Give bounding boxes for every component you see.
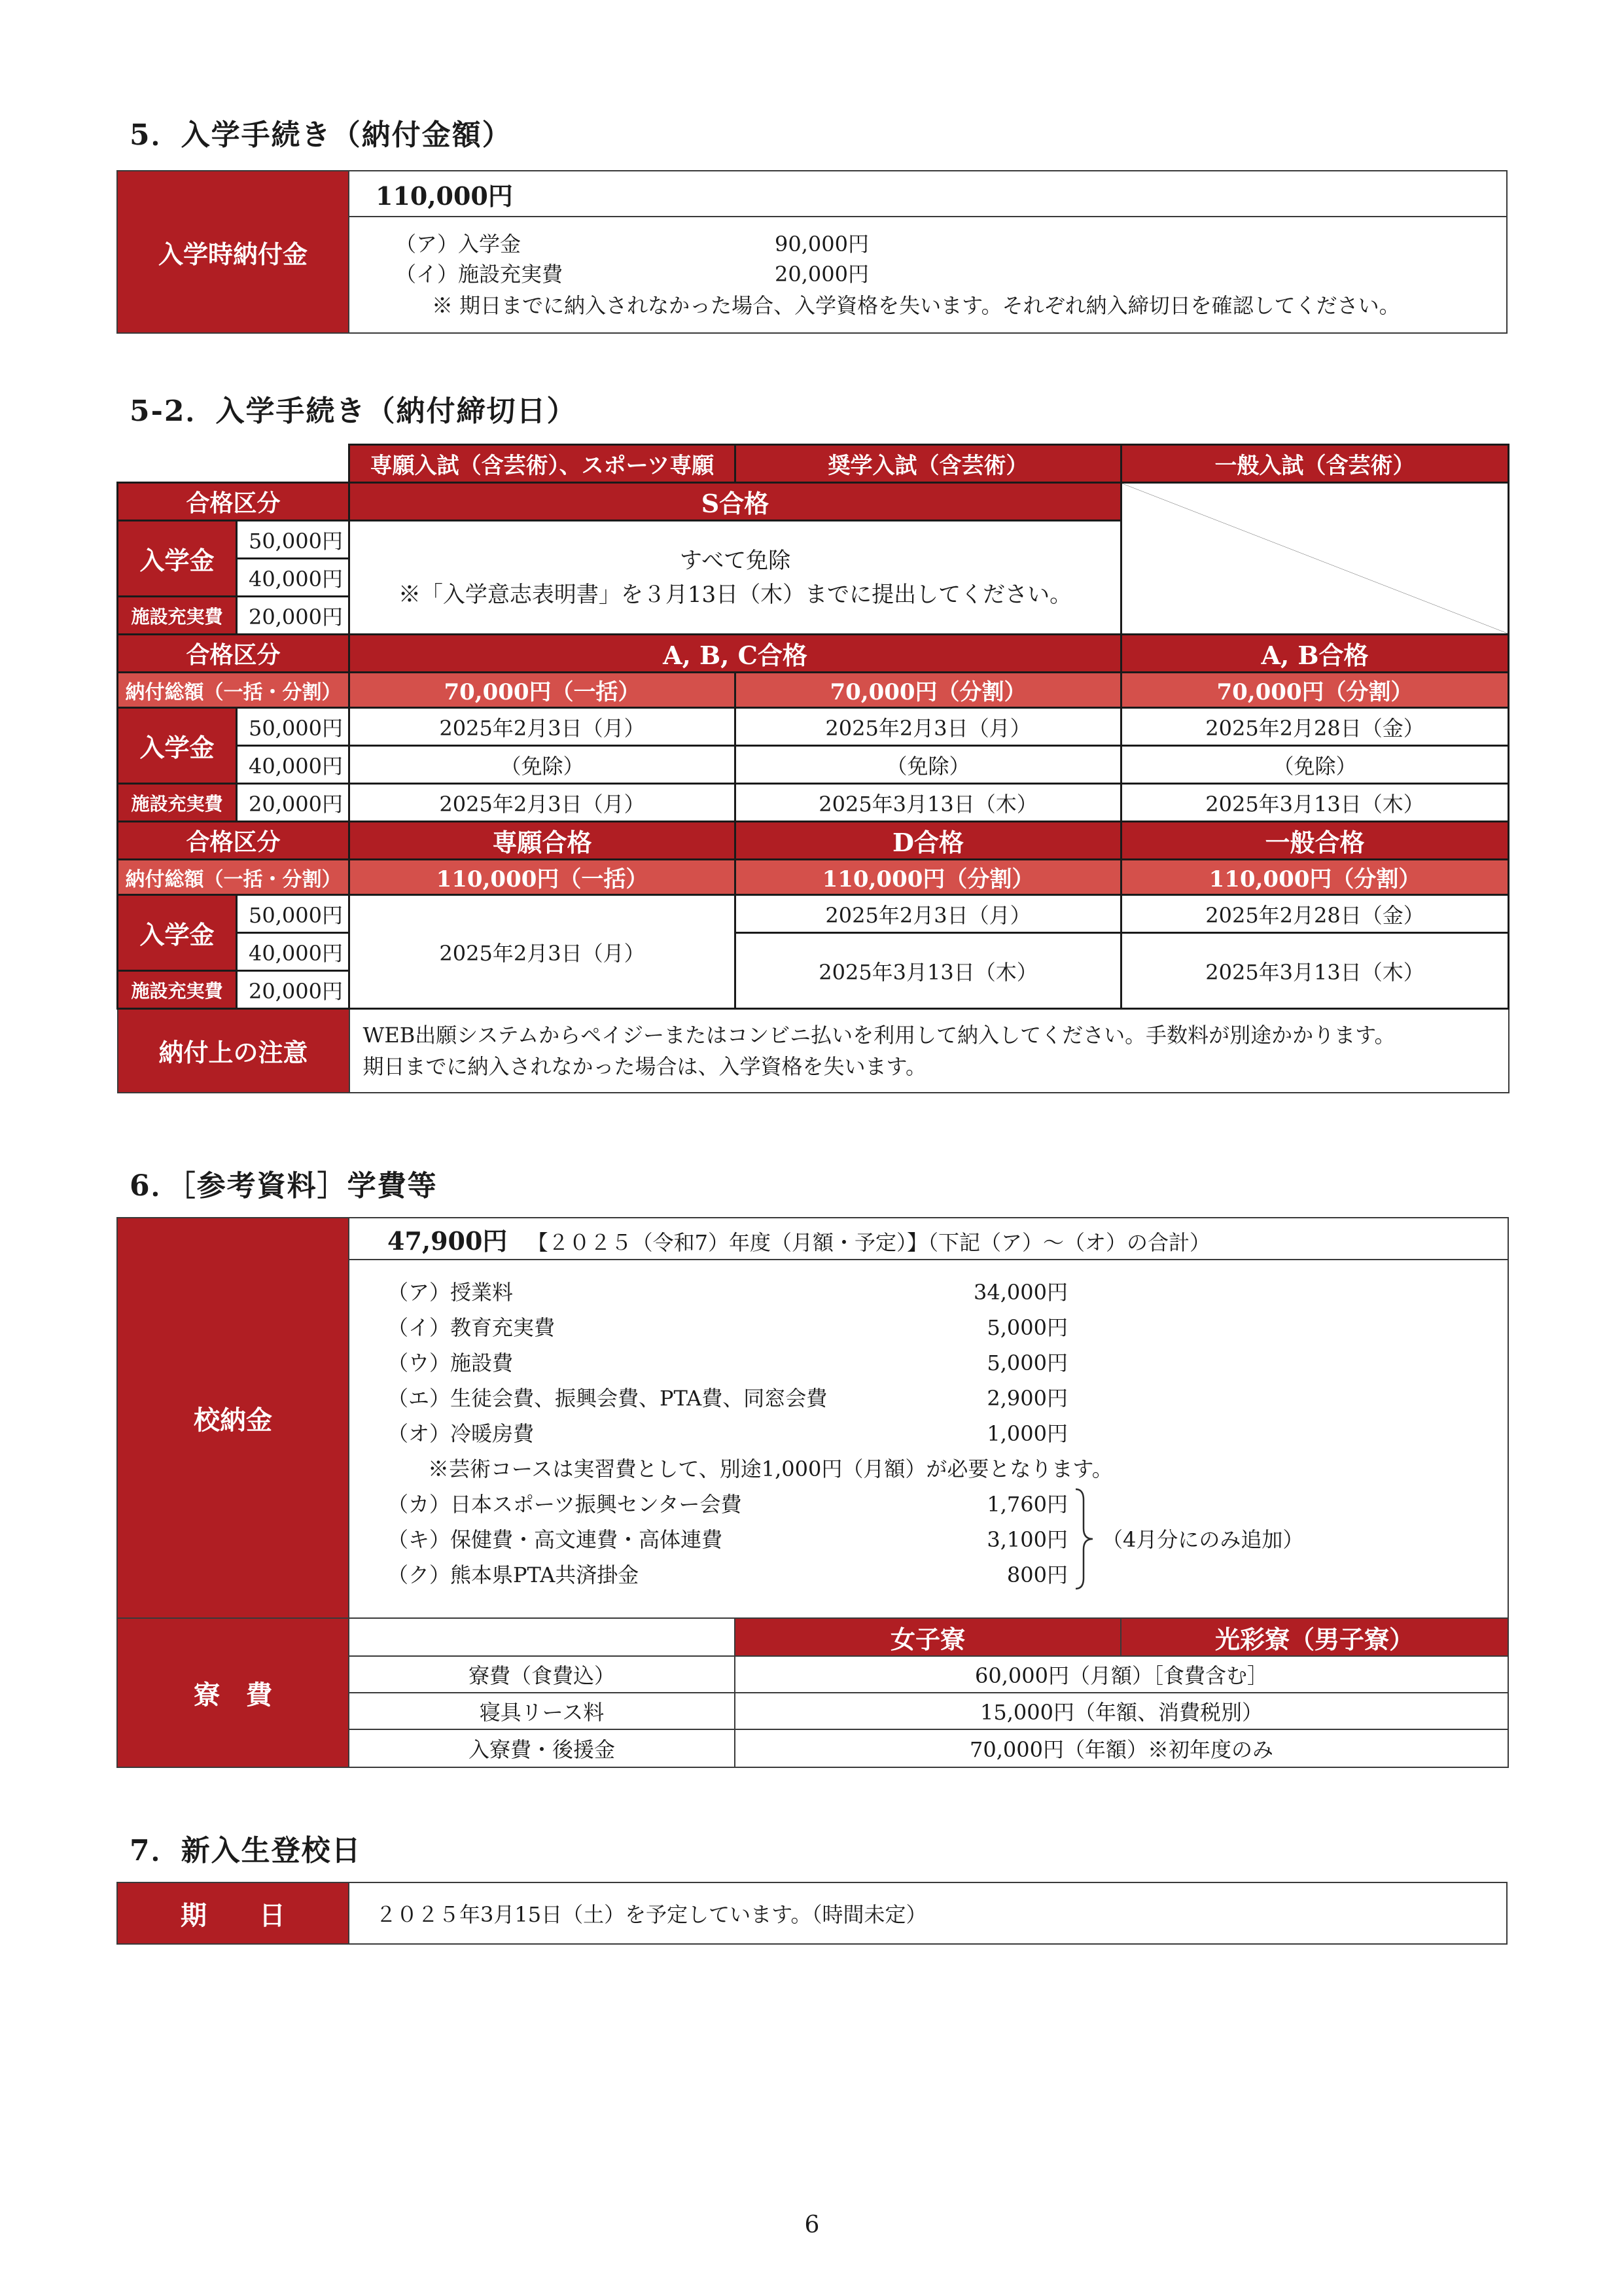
shisetsu-label: 施設充実費: [118, 971, 237, 1009]
nyugakukin-label: 入学金: [118, 521, 237, 597]
fee-item-amount: 3,100円: [987, 1527, 1068, 1552]
ab-pass-head: A, B合格: [1121, 635, 1509, 673]
dorm-fee-label: 寮 費: [117, 1618, 349, 1767]
april-only-note: （4月分にのみ追加）: [1102, 1527, 1304, 1552]
col-head-ippan: 一般入試（含芸術）: [1121, 445, 1509, 483]
deadline-date: 2025年2月3日（月）: [735, 708, 1121, 746]
deadline-date: 2025年2月28日（金）: [1121, 708, 1509, 746]
col-head-senkan: 専願入試（含芸術）、スポーツ専願: [349, 445, 735, 483]
nyugakukin-label: 入学金: [118, 895, 237, 971]
fee-item-amount: 5,000円: [987, 1351, 1068, 1375]
item-amount: 20,000円: [775, 262, 869, 287]
page-number: 6: [804, 2212, 820, 2238]
s-pass-head: S合格: [349, 483, 1121, 521]
dorm-head-male: 光彩寮（男子寮）: [1121, 1618, 1508, 1656]
amount-20000: 20,000円: [237, 784, 349, 822]
deadline-date: 2025年3月13日（木）: [735, 933, 1121, 1009]
notice-line: 期日までに納入されなかった場合は、入学資格を失います。: [362, 1053, 927, 1079]
shisetsu-label: 施設充実費: [118, 597, 237, 635]
total-value: 110,000円（一括）: [349, 860, 735, 895]
fee-item-label: （キ）保健費・高文連費・高体連費: [387, 1527, 723, 1552]
kubun-label: 合格区分: [118, 822, 349, 860]
total-note: 【２０２５（令和7）年度（月額・予定）】（下記（ア）～（オ）の合計）: [527, 1229, 1210, 1255]
nyugakukin-label: 入学金: [118, 708, 237, 784]
total-value: 70,000円（分割）: [735, 673, 1121, 708]
ippan-pass-head: 一般合格: [1121, 822, 1509, 860]
kubun-label: 合格区分: [118, 635, 349, 673]
deadline-date: 2025年3月13日（木）: [1121, 784, 1509, 822]
total-value: 70,000円（一括）: [349, 673, 735, 708]
deadline-date: 2025年2月28日（金）: [1121, 895, 1509, 933]
amount-20000: 20,000円: [237, 971, 349, 1009]
total-value: 70,000円（分割）: [1121, 673, 1509, 708]
amount-50000: 50,000円: [237, 895, 349, 933]
amount-50000: 50,000円: [237, 521, 349, 559]
shisetsu-label: 施設充実費: [118, 784, 237, 822]
date-label: 期 日: [117, 1882, 349, 1944]
exempt-value: （免除）: [735, 746, 1121, 784]
first-day-table: [116, 1882, 1508, 1945]
senkan-pass-head: 専願合格: [349, 822, 735, 860]
fee-item-amount: 5,000円: [987, 1315, 1068, 1340]
s-pass-exempt: [349, 521, 1121, 635]
not-applicable-cell: [1121, 483, 1509, 635]
school-fee-label: 校納金: [117, 1218, 349, 1618]
fee-item-label: （オ）冷暖房費: [387, 1421, 535, 1446]
fee-item-amount: 2,900円: [987, 1386, 1068, 1411]
dorm-row-label: 寝具リース料: [349, 1693, 735, 1729]
fee-item-label: （カ）日本スポーツ振興センター会費: [387, 1492, 742, 1517]
deadline-date: 2025年2月3日（月）: [735, 895, 1121, 933]
dorm-row-label: 入寮費・後援金: [349, 1729, 735, 1767]
fee-item-list: [349, 1260, 1508, 1618]
fee-item-amount: 34,000円: [974, 1280, 1068, 1305]
dorm-row-value: 60,000円（月額）［食費含む］: [735, 1656, 1508, 1693]
item-label: （ア）入学金: [395, 232, 521, 256]
deadline-date: 2025年2月3日（月）: [349, 708, 735, 746]
total-value: 110,000円（分割）: [735, 860, 1121, 895]
dorm-row-label: 寮費（食費込）: [349, 1656, 735, 1693]
fee-item-amount: 1,000円: [987, 1421, 1068, 1446]
dorm-row-value: 15,000円（年額、消費税別）: [735, 1693, 1508, 1729]
kubun-label: 合格区分: [118, 483, 349, 521]
deadline-date: 2025年2月3日（月）: [349, 784, 735, 822]
col-head-shogaku: 奨学入試（含芸術）: [735, 445, 1121, 483]
deadline-date: 2025年3月13日（木）: [735, 784, 1121, 822]
fee-item-amount: 800円: [1006, 1563, 1068, 1587]
section-5-title: 5．入学手続き（納付金額）: [130, 118, 512, 152]
item-label: （イ）施設充実費: [395, 262, 563, 287]
fee-item-label: （ク）熊本県PTA共済掛金: [387, 1563, 639, 1587]
d-pass-head: D合格: [735, 822, 1121, 860]
total-amount: 47,900円: [387, 1226, 508, 1256]
exempt-value: （免除）: [349, 746, 735, 784]
fee-item-label: （ウ）施設費: [387, 1351, 514, 1375]
date-value: ２０２５年3月15日（土）を予定しています。（時間未定）: [349, 1882, 1507, 1944]
amount-40000: 40,000円: [237, 559, 349, 597]
total-value: 110,000円（分割）: [1121, 860, 1509, 895]
fee-item-label: （エ）生徒会費、振興会費、PTA費、同窓会費: [387, 1386, 828, 1411]
exempt-note: ※「入学意志表明書」を３月13日（木）までに提出してください。: [398, 581, 1072, 608]
nofu-total-label: 納付総額（一括・分割）: [118, 673, 349, 708]
dorm-head-female: 女子寮: [735, 1618, 1121, 1656]
amount-20000: 20,000円: [237, 597, 349, 635]
amount-50000: 50,000円: [237, 708, 349, 746]
deadline-note: ※ 期日までに納入されなかった場合、入学資格を失います。それぞれ納入締切日を確認してください。: [432, 293, 1400, 318]
fee-item-label: （ア）授業料: [387, 1280, 514, 1305]
school-fee-total: [349, 1218, 1508, 1260]
brace-icon: [1073, 1487, 1099, 1591]
notice-label: 納付上の注意: [118, 1009, 349, 1093]
deadline-date: 2025年2月3日（月）: [349, 895, 735, 1009]
deadline-table: [116, 444, 1509, 1093]
section-5-2-title: 5-2．入学手続き（納付締切日）: [130, 395, 577, 428]
fee-item-label: （イ）教育充実費: [387, 1315, 556, 1340]
section-7-title: 7．新入生登校日: [130, 1834, 362, 1867]
fee-item-amount: 1,760円: [987, 1492, 1068, 1517]
section-6-title: 6．［参考資料］学費等: [130, 1169, 438, 1203]
amount-40000: 40,000円: [237, 933, 349, 971]
deadline-date: 2025年3月13日（木）: [1121, 933, 1509, 1009]
exempt-text: すべて免除: [679, 547, 791, 574]
item-amount: 90,000円: [775, 232, 869, 256]
notice-line: WEB出願システムからペイジーまたはコンビニ払いを利用して納入してください。手数料が別途かかります。: [362, 1022, 1396, 1048]
notice-text: [349, 1009, 1509, 1093]
total-amount: 110,000円: [349, 171, 1507, 217]
exempt-value: （免除）: [1121, 746, 1509, 784]
item-list: [349, 217, 1507, 333]
abc-pass-head: A, B, C合格: [349, 635, 1121, 673]
dorm-row-value: 70,000円（年額）※初年度のみ: [735, 1729, 1508, 1767]
payment-amount-table: [116, 170, 1508, 334]
fees-table: [116, 1217, 1509, 1768]
amount-40000: 40,000円: [237, 746, 349, 784]
art-course-note: ※芸術コースは実習費として、別途1,000円（月額）が必要となります。: [428, 1457, 1113, 1481]
nofu-total-label: 納付総額（一括・分割）: [118, 860, 349, 895]
row-label: 入学時納付金: [117, 171, 349, 333]
